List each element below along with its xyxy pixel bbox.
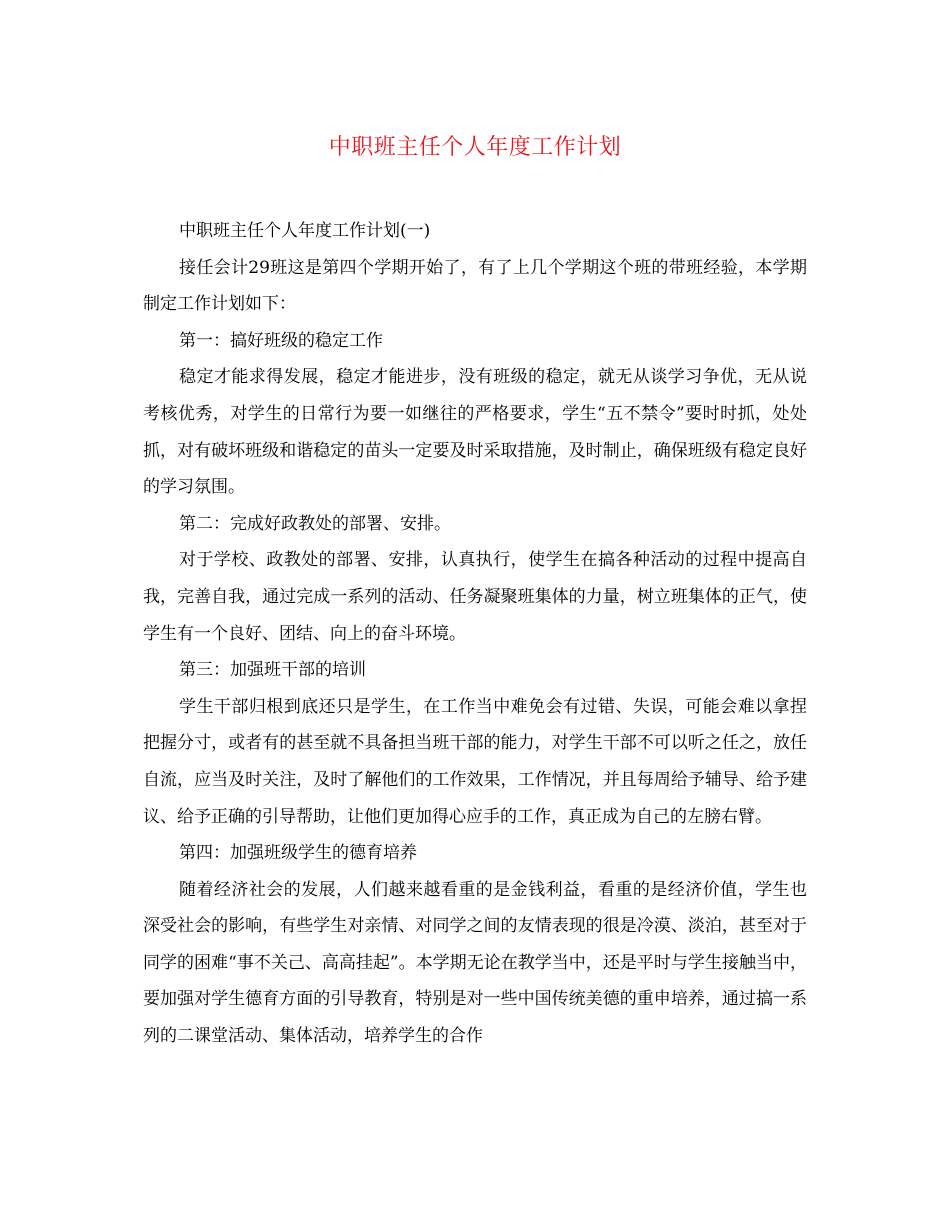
section-heading-1: 第一：搞好班级的稳定工作 bbox=[179, 330, 383, 351]
document-body bbox=[143, 213, 807, 1055]
section-heading-2: 第二：完成好政教处的部署、安排。 bbox=[179, 513, 451, 534]
section-body-2: 对于学校、政教处的部署、安排，认真执行，使学生在搞各种活动的过程中提高自我，完善自我，通过完成一系列的活动、任务凝聚班集体的力量，树立班集体的正气，使学生有一个良好、团结、向上的奋斗环境。 bbox=[143, 550, 807, 644]
section-body-1: 稳定才能求得发展，稳定才能进步，没有班级的稳定，就无从谈学习争优，无从说考核优秀，对学生的日常行为要一如继往的严格要求，学生“五不禁令”要时时抓，处处抓，对有破坏班级和谐稳定的苗头一定要及时采取措施，及时制止，确保班级有稳定良好的学习氛围。 bbox=[143, 367, 807, 498]
section-heading-4: 第四：加强班级学生的德育培养 bbox=[179, 843, 417, 864]
document-title: 中职班主任个人年度工作计划 bbox=[328, 135, 622, 160]
intro-paragraph: 接任会计29班这是第四个学期开始了，有了上几个学期这个班的带班经验，本学期制定工作计划如下： bbox=[143, 257, 807, 315]
section-body-3: 学生干部归根到底还只是学生，在工作当中难免会有过错、失误，可能会难以拿捏把握分寸，或者有的甚至就不具备担当班干部的能力，对学生干部不可以听之任之，放任自流，应当及时关注，及时了解他们的工作效果，工作情况，并且每周给予辅导、给予建议、给予正确的引导帮助，让他们更加得心应手的工作，真正成为自己的左膀右臂。 bbox=[143, 696, 807, 827]
section-subtitle: 中职班主任个人年度工作计划(一) bbox=[179, 221, 431, 241]
section-body-4: 随着经济社会的发展，人们越来越看重的是金钱利益，看重的是经济价值，学生也深受社会的影响，有些学生对亲情、对同学之间的友情表现的很是冷漠、淡泊，甚至对于同学的困难“事不关己、高高挂起”。本学期无论在教学当中，还是平时与学生接触当中，要加强对学生德育方面的引导教育，特别是对一些中国传统美德的重申培养，通过搞一系列的二课堂活动、集体活动，培养学生的合作 bbox=[143, 879, 807, 1047]
section-heading-3: 第三：加强班干部的培训 bbox=[179, 660, 366, 681]
